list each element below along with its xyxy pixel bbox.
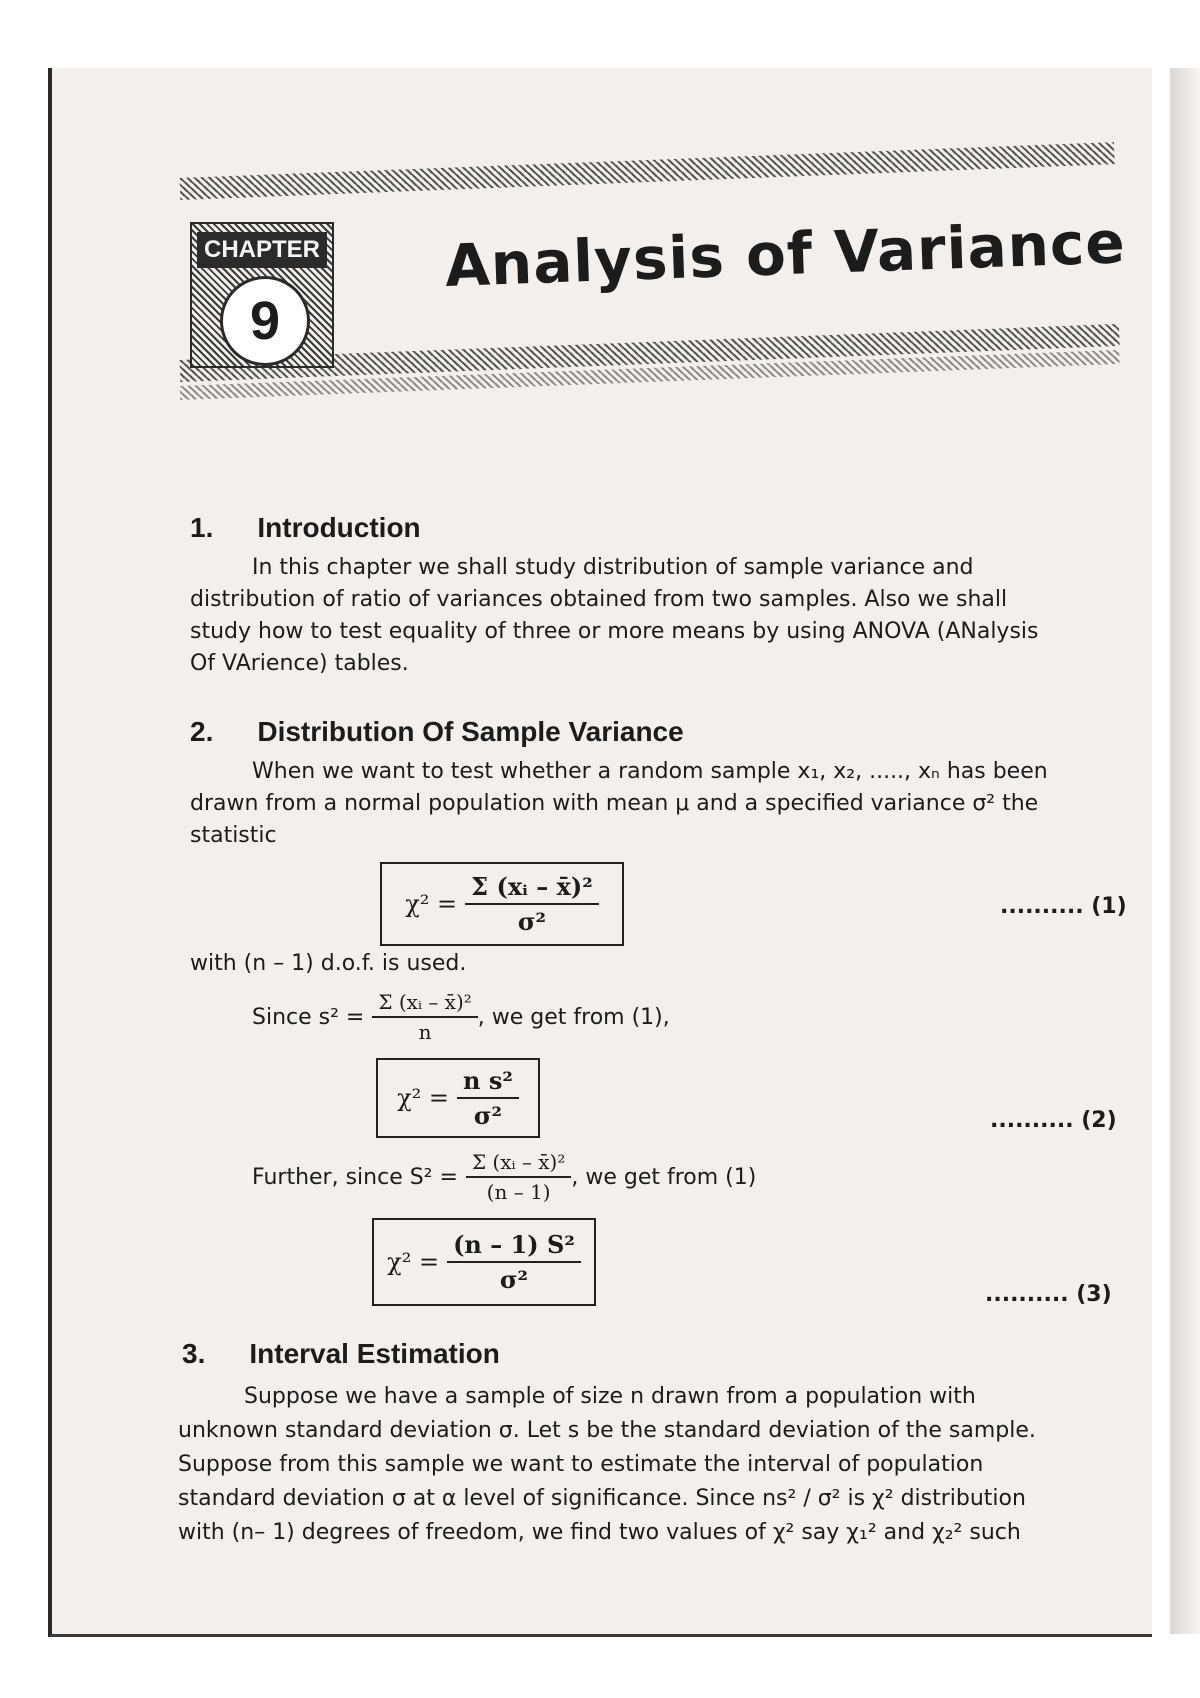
dof-line: with (n – 1) d.o.f. is used. [190, 951, 467, 976]
paragraph-line: Suppose from this sample we want to estimate the interval of population [178, 1452, 984, 1477]
section-title: Introduction [257, 512, 421, 543]
section-1-paragraph [190, 552, 1130, 680]
paragraph-line: with (n– 1) degrees of freedom, we find two values of χ² say χ₁² and χ₂² such [178, 1520, 1021, 1545]
paragraph-line: Suppose we have a sample of size n drawn from a population with [244, 1384, 976, 1409]
further-numerator: Σ (xᵢ – x̄)² [466, 1150, 571, 1178]
equation-2-box [376, 1058, 540, 1138]
paragraph-line: study how to test equality of three or more means by using ANOVA (ANalysis [190, 619, 1039, 644]
since-equation [252, 990, 670, 1044]
further-prefix: Further, since S² = [252, 1164, 458, 1190]
section-title: Distribution Of Sample Variance [257, 716, 684, 747]
section-number: 1. [190, 512, 214, 543]
section-3-paragraph [178, 1380, 1118, 1550]
chapter-title: Analysis of Variance [443, 208, 1127, 300]
equation-1-label: .......... (1) [1000, 894, 1127, 919]
section-title: Interval Estimation [249, 1338, 500, 1369]
equation-denominator: σ² [517, 907, 547, 936]
chapter-label: CHAPTER [197, 232, 327, 268]
since-prefix: Since s² = [252, 1004, 365, 1030]
equation-2-label: .......... (2) [990, 1108, 1117, 1133]
paragraph-line: standard deviation σ at α level of significance. Since ns² / σ² is χ² distribution [178, 1486, 1026, 1511]
further-denominator: (n – 1) [486, 1180, 551, 1204]
equation-numerator: n s² [457, 1066, 519, 1099]
section-number: 3. [182, 1338, 206, 1369]
paragraph-line: In this chapter we shall study distribution of sample variance and [252, 555, 974, 580]
equation-lhs: χ² = [405, 890, 458, 918]
since-suffix: , we get from (1), [477, 1004, 670, 1030]
equation-numerator: (n – 1) S² [447, 1230, 581, 1263]
section-3-heading [182, 1338, 500, 1370]
paragraph-line: statistic [190, 823, 277, 848]
section-2-heading [190, 716, 684, 748]
section-1-heading [190, 512, 421, 544]
chapter-badge [190, 222, 334, 368]
equation-denominator: σ² [499, 1265, 529, 1294]
paragraph-line: distribution of ratio of variances obtained from two samples. Also we shall [190, 587, 1008, 612]
equation-fraction [447, 1230, 581, 1294]
further-fraction [466, 1150, 571, 1204]
equation-1-box [380, 862, 624, 946]
equation-denominator: σ² [473, 1101, 503, 1130]
further-suffix: , we get from (1) [571, 1164, 757, 1190]
equation-3-label: .......... (3) [985, 1282, 1112, 1307]
equation-fraction [457, 1066, 519, 1130]
page-edge [1170, 68, 1200, 1634]
paragraph-line: When we want to test whether a random sample x₁, x₂, ....., xₙ has been [252, 759, 1048, 784]
equation-lhs: χ² = [387, 1248, 440, 1276]
paragraph-line: Of VArience) tables. [190, 651, 409, 676]
equation-numerator: Σ (xᵢ – x̄)² [465, 872, 599, 905]
since-fraction [372, 990, 477, 1044]
section-2-paragraph [190, 756, 1130, 852]
paragraph-line: unknown standard deviation σ. Let s be the standard deviation of the sample. [178, 1418, 1036, 1443]
paragraph-line: drawn from a normal population with mean μ and a specified variance σ² the [190, 791, 1039, 816]
equation-3-box [372, 1218, 596, 1306]
section-number: 2. [190, 716, 214, 747]
equation-lhs: χ² = [397, 1084, 450, 1112]
since-numerator: Σ (xᵢ – x̄)² [372, 990, 477, 1018]
since-denominator: n [418, 1020, 432, 1044]
chapter-number: 9 [220, 276, 310, 366]
further-equation [252, 1150, 756, 1204]
equation-fraction [465, 872, 599, 936]
